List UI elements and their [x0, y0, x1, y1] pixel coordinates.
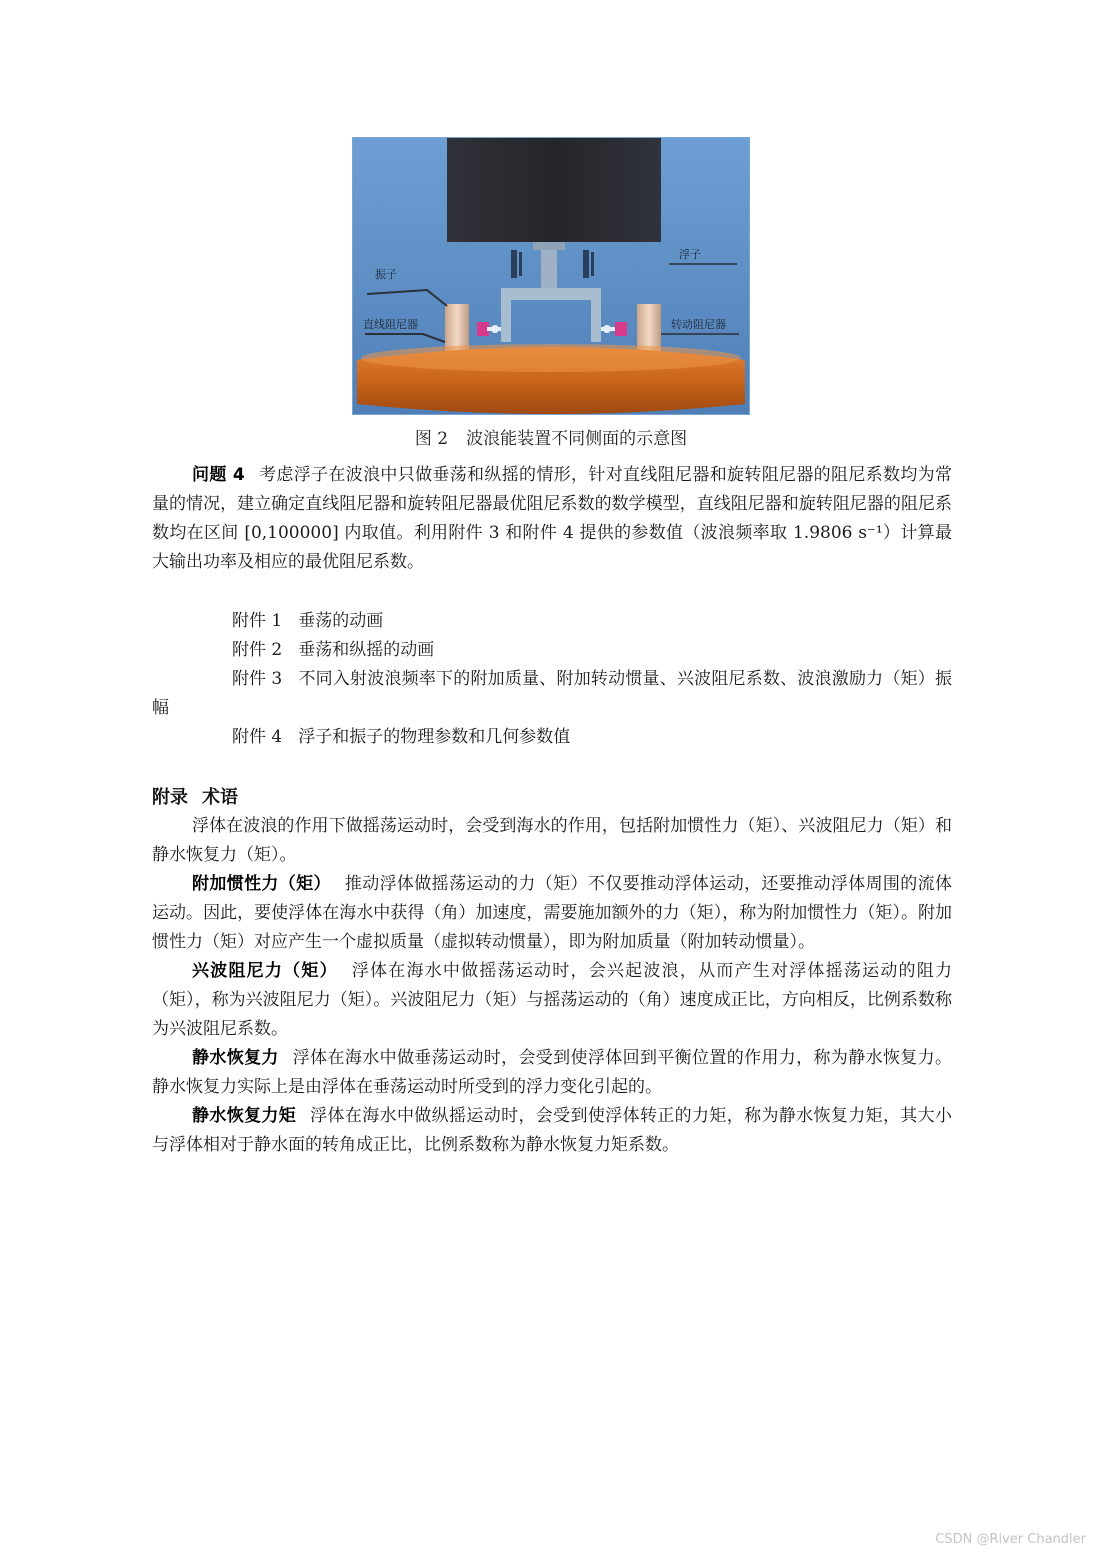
term-entry — [152, 870, 952, 957]
term-entry — [152, 957, 952, 1044]
attachment-label: 附件 4 — [232, 727, 283, 747]
attachment-item — [152, 665, 952, 723]
attachment-label: 附件 1 — [232, 611, 283, 631]
figure-caption — [0, 424, 1102, 449]
attachment-text: 浮子和振子的物理参数和几何参数值 — [298, 727, 571, 747]
float-body — [447, 138, 661, 242]
attachment-item — [152, 636, 952, 665]
term-entry — [152, 1044, 952, 1102]
figure-caption-text: 波浪能装置不同侧面的示意图 — [466, 429, 688, 449]
problem-4-label: 问题 4 — [192, 465, 245, 485]
figure-number: 图 2 — [414, 429, 449, 449]
device-diagram — [353, 138, 749, 414]
label-float: 浮子 — [679, 248, 701, 261]
label-linear-damper: 直线阻尼器 — [363, 318, 418, 331]
term-definition: 浮体在海水中做垂荡运动时，会受到使浮体回到平衡位置的作用力，称为静水恢复力。静水恢复力实际上是由浮体在垂荡运动时所受到的浮力变化引起的。 — [152, 1048, 953, 1097]
attachment-text: 垂荡和纵摇的动画 — [298, 640, 435, 660]
watermark: CSDN @River Chandler — [935, 1532, 1086, 1547]
term-name: 兴波阻尼力（矩） — [192, 961, 338, 981]
attachment-text: 不同入射波浪频率下的附加质量、附加转动惯量、兴波阻尼系数、波浪激励力（矩）振幅 — [152, 669, 952, 718]
problem-4 — [152, 461, 952, 577]
term-name: 静水恢复力 — [192, 1048, 279, 1068]
term-name: 静水恢复力矩 — [192, 1106, 297, 1126]
term-definition: 推动浮体做摇荡运动的力（矩）不仅要推动浮体运动，还要推动浮体周围的流体运动。因此，要使浮体在海水中获得（角）加速度，需要施加额外的力（矩），称为附加惯性力（矩）。附加惯性力（矩）对应产生一个虚拟质量（虚拟转动惯量），即为附加质量（附加转动惯量）。 — [152, 874, 953, 952]
problem-4-text: 考虑浮子在波浪中只做垂荡和纵摇的情形，针对直线阻尼器和旋转阻尼器的阻尼系数均为常量的情况，建立确定直线阻尼器和旋转阻尼器最优阻尼系数的数学模型，直线阻尼器和旋转阻尼器的阻尼系数均在区间 [0,100000] 内取值。利用附件 3 和附件 4 提供的参数值（波浪频率取 1.9806 s⁻¹）计算最大输出功率及相应的最优阻尼系数。 — [152, 465, 953, 572]
appendix-title — [152, 783, 238, 809]
attachment-text: 垂荡的动画 — [298, 611, 384, 631]
attachment-label: 附件 2 — [232, 640, 283, 660]
label-vibrator: 振子 — [375, 268, 397, 281]
attachment-item — [152, 607, 952, 636]
cross-beam — [501, 288, 601, 300]
term-definition: 浮体在海水中做摇荡运动时，会兴起波浪，从而产生对浮体摇荡运动的阻力（矩），称为兴波阻尼力（矩）。兴波阻尼力（矩）与摇荡运动的（角）速度成正比，方向相反，比例系数称为兴波阻尼系数。 — [152, 961, 953, 1039]
attachment-item — [152, 723, 952, 752]
wave-energy-device-figure — [352, 137, 750, 415]
label-rotary-damper: 转动阻尼器 — [671, 318, 726, 331]
term-entry — [152, 1102, 952, 1160]
attachment-label: 附件 3 — [232, 669, 283, 689]
rotary-damper-right — [615, 322, 627, 336]
attachments-list — [152, 607, 952, 752]
term-name: 附加惯性力（矩） — [192, 874, 331, 894]
appendix-title-a: 附录 — [152, 787, 188, 808]
appendix-intro: 浮体在波浪的作用下做摇荡运动时，会受到海水的作用，包括附加惯性力（矩）、兴波阻尼力（矩）和静水恢复力（矩）。 — [152, 816, 952, 865]
appendix-title-b: 术语 — [202, 787, 238, 808]
term-definition: 浮体在海水中做纵摇运动时，会受到使浮体转正的力矩，称为静水恢复力矩，其大小与浮体相对于静水面的转角成正比，比例系数称为静水恢复力矩系数。 — [152, 1106, 953, 1155]
appendix-body — [152, 812, 952, 1160]
